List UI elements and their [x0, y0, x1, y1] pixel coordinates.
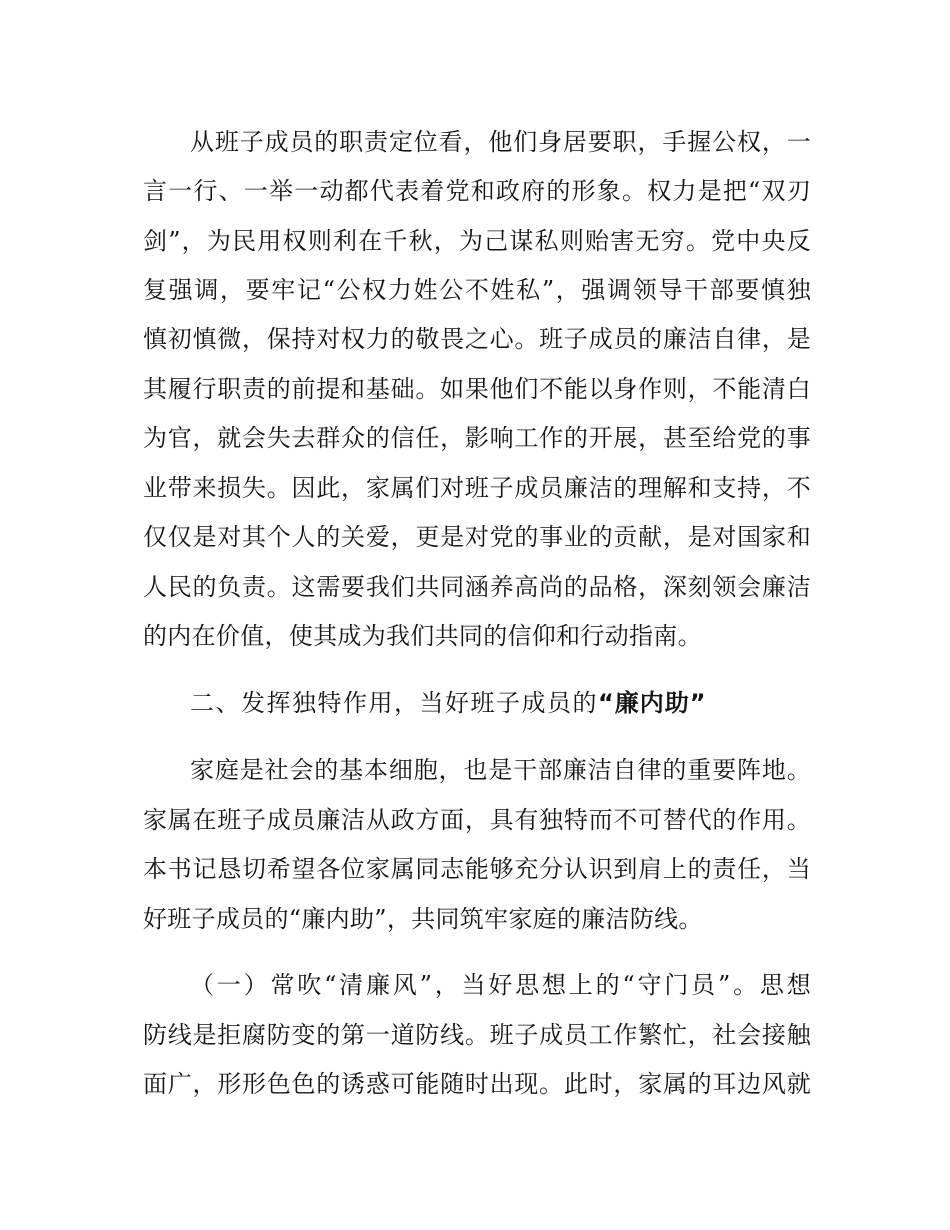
paragraph-2-line-2: 家属在班子成员廉洁从政方面，具有独特而不可替代的作用。: [143, 806, 811, 834]
paragraph-1-line-4: 复强调，要牢记“公权力姓公不姓私”，强调领导干部要慎独: [143, 276, 811, 304]
paragraph-3-line-1: （一）常吹“清廉风”，当好思想上的“守门员”。思想: [190, 971, 811, 999]
paragraph-1-line-6: 其履行职责的前提和基础。如果他们不能以身作则，不能清白: [143, 375, 811, 403]
paragraph-1-line-11: 的内在价值，使其成为我们共同的信仰和行动指南。: [143, 622, 702, 650]
paragraph-1-line-2: 言一行、一举一动都代表着党和政府的形象。权力是把“双刃: [143, 177, 811, 205]
paragraph-1-line-10: 人民的负责。这需要我们共同涵养高尚的品格，深刻领会廉洁: [143, 573, 811, 601]
paragraph-1-line-8: 业带来损失。因此，家属们对班子成员廉洁的理解和支持，不: [143, 474, 811, 502]
paragraph-1-line-7: 为官，就会失去群众的信任，影响工作的开展，甚至给党的事: [143, 424, 811, 452]
section-heading-2-prefix: 二、发挥独特作用，当好班子成员的: [190, 689, 598, 717]
paragraph-1-line-1: 从班子成员的职责定位看，他们身居要职，手握公权，一: [190, 128, 811, 156]
paragraph-3-line-2: 防线是拒腐防变的第一道防线。班子成员工作繁忙，社会接触: [143, 1021, 811, 1049]
paragraph-2-line-4: 好班子成员的“廉内助”，共同筑牢家庭的廉洁防线。: [143, 905, 703, 933]
paragraph-1-line-5: 慎初慎微，保持对权力的敬畏之心。班子成员的廉洁自律，是: [143, 325, 811, 353]
paragraph-2-line-1: 家庭是社会的基本细胞，也是干部廉洁自律的重要阵地。: [190, 756, 811, 784]
paragraph-3-line-3: 面广，形形色色的诱惑可能随时出现。此时，家属的耳边风就: [143, 1070, 811, 1098]
paragraph-2-line-3: 本书记恳切希望各位家属同志能够充分认识到肩上的责任，当: [143, 855, 811, 883]
paragraph-1-line-3: 剑”，为民用权则利在千秋，为己谋私则贻害无穷。党中央反: [143, 227, 811, 255]
paragraph-1-line-9: 仅仅是对其个人的关爱，更是对党的事业的贡献，是对国家和: [143, 523, 811, 551]
section-heading-2: [190, 688, 707, 718]
section-heading-2-bold: “廉内助”: [598, 689, 707, 717]
